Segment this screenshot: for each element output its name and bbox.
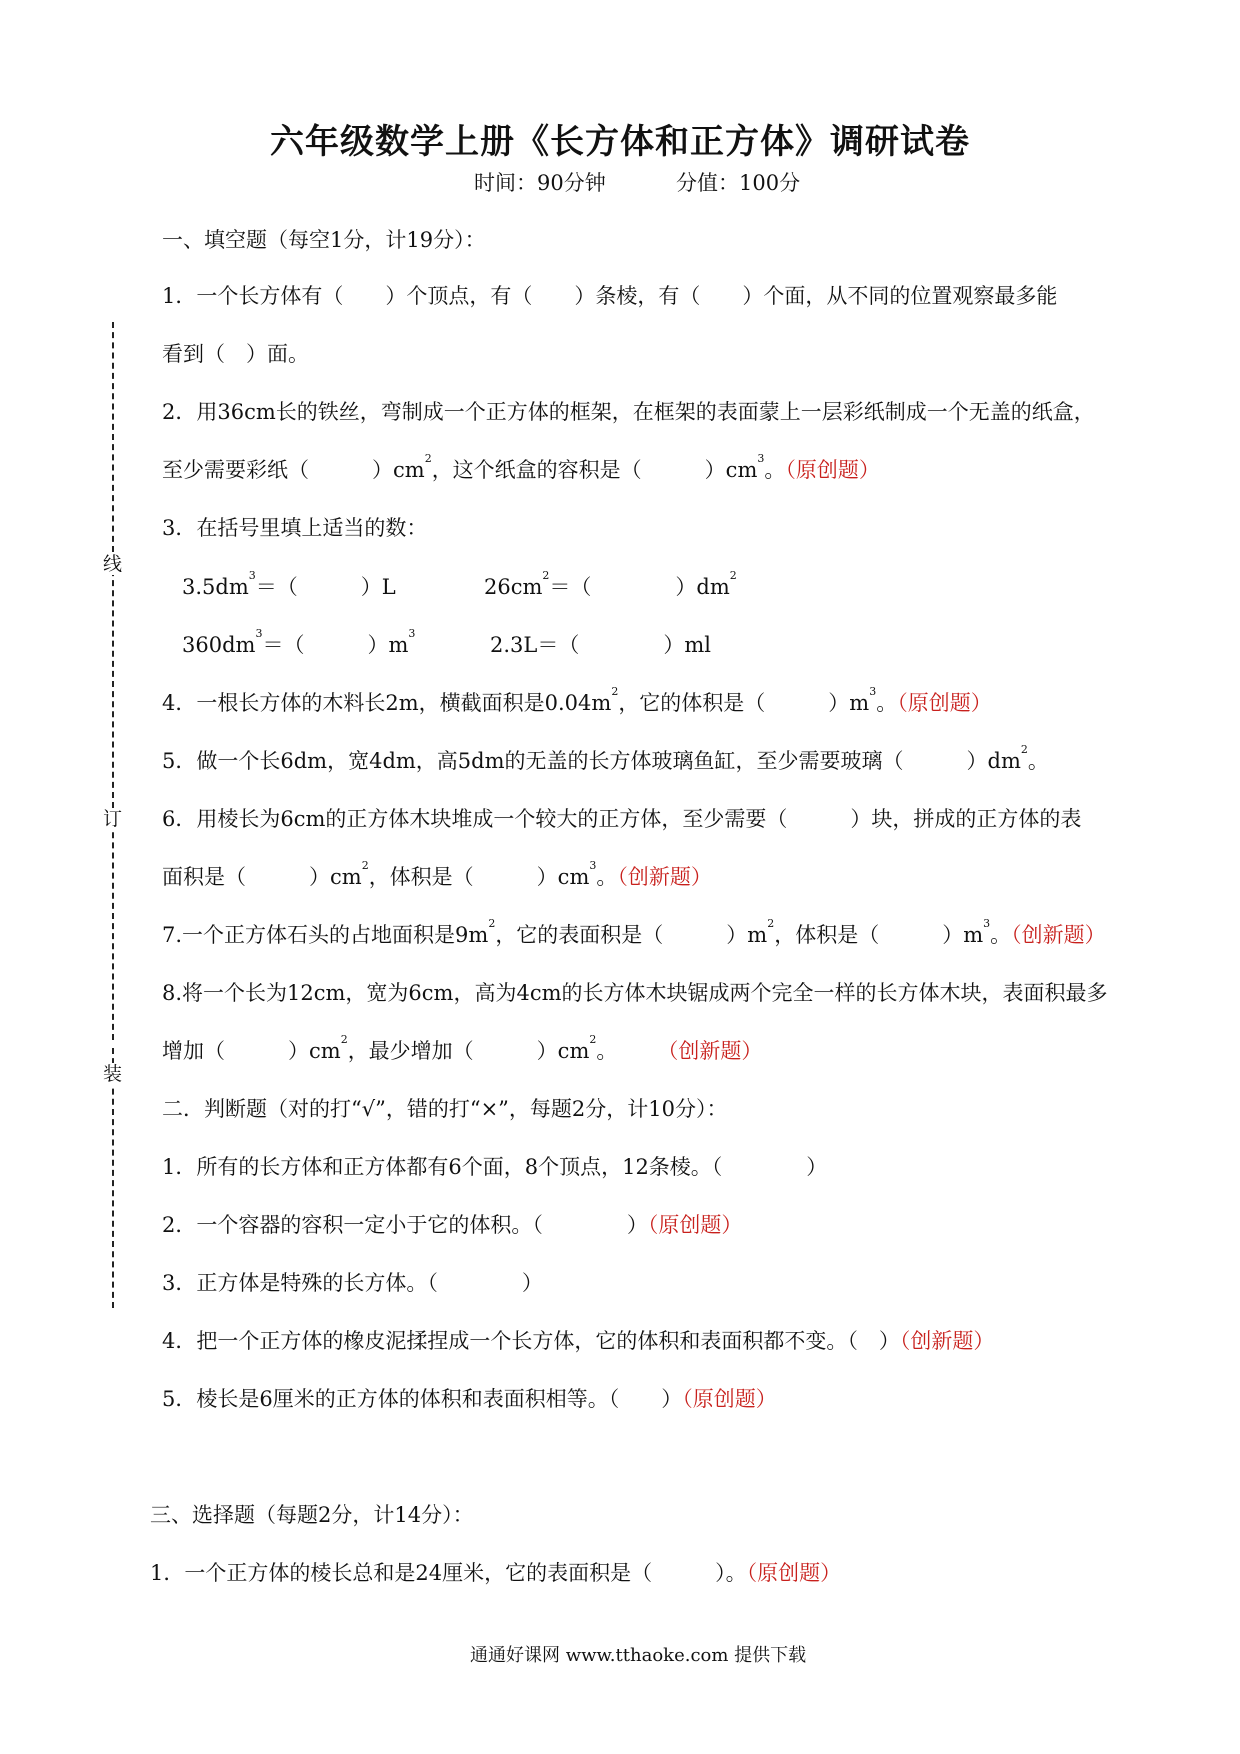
question-1-3: 3．在括号里填上适当的数： <box>162 516 428 540</box>
page-footer: 通通好课网 www.tthaoke.com 提供下载 <box>470 1645 807 1666</box>
binding-label-zhuang: 装 <box>103 1063 123 1085</box>
question-2-5: 5．棱长是6厘米的正方体的体积和表面积相等。（ ）（原创题） <box>162 1387 777 1411</box>
q3-item-1: $3.5dm^3=$（ ）L <box>182 569 396 599</box>
question-1-6a: 6．用棱长为6cm的正方体木块堆成一个较大的正方体，至少需要（ ）块，拼成的正方体的表 <box>162 807 1082 831</box>
exam-score: 分值：100分 <box>676 171 801 195</box>
tag-original: （原创题） <box>682 1387 777 1411</box>
question-1-1a: 1．一个长方体有（ ）个顶点，有（ ）条棱，有（ ）个面，从不同的位置观察最多能 <box>162 284 1058 308</box>
question-1-7: 7.一个正方体石头的占地面积是$9m^2$，它的表面积是（ ）$m^2$，体积是（ ）$m^3$。（创新题） <box>162 917 1106 947</box>
question-1-2b: 至少需要彩纸（ ）$cm^2$，这个纸盒的容积是（ ）$cm^3$。（原创题） <box>162 452 880 482</box>
tag-innovative: （创新题） <box>899 1329 995 1353</box>
question-2-4: 4．把一个正方体的橡皮泥揉捏成一个长方体，它的体积和表面积都不变。（ ）（创新题） <box>162 1329 995 1353</box>
question-3-1: 1．一个正方体的棱长总和是24厘米，它的表面积是（ ）。（原创题） <box>150 1561 842 1585</box>
question-1-5: 5．做一个长6dm，宽4dm，高5dm的无盖的长方体玻璃鱼缸，至少需要玻璃（ ）$dm^2$。 <box>162 743 1049 773</box>
question-1-8b: 增加（ ）$cm^2$，最少增加（ ）$cm^2$。 （创新题） <box>162 1033 763 1063</box>
tag-innovative: （创新题） <box>617 865 712 889</box>
binding-line-middle <box>112 560 114 1040</box>
binding-label-ding: 订 <box>103 808 123 830</box>
question-1-6b: 面积是（ ）$cm^2$，体积是（ ）$cm^3$。（创新题） <box>162 859 712 889</box>
q3-item-3: $360dm^3=$（ ）$m^3$ <box>182 627 416 657</box>
question-1-1b: 看到（ ）面。 <box>162 342 309 366</box>
question-2-3: 3．正方体是特殊的长方体。（ ） <box>162 1271 543 1295</box>
tag-original: （原创题） <box>785 458 880 482</box>
q3-item-2: $26cm^2=$（ ）$dm^2$ <box>484 569 737 599</box>
section1-heading: 一、填空题（每空1分，计19分）： <box>162 228 486 252</box>
tag-original: （原创题） <box>746 1561 842 1585</box>
question-1-4: 4．一根长方体的木料长2m，横截面积是$0.04m^2$，它的体积是（ ）$m^3$。（原创题） <box>162 685 992 715</box>
binding-line-top <box>112 322 114 552</box>
tag-original: （原创题） <box>647 1213 743 1237</box>
page-title: 六年级数学上册《长方体和正方体》调研试卷 <box>270 122 970 162</box>
section2-heading: 二．判断题（对的打“√”，错的打“×”，每题2分，计10分）： <box>162 1097 728 1121</box>
question-2-1: 1．所有的长方体和正方体都有6个面，8个顶点，12条棱。（ ） <box>162 1155 828 1179</box>
question-1-2a: 2．用36cm长的铁丝，弯制成一个正方体的框架，在框架的表面蒙上一层彩纸制成一个无盖的纸盒， <box>162 400 1095 424</box>
tag-innovative: （创新题） <box>1011 923 1106 947</box>
exam-time: 时间：90分钟 <box>474 171 606 195</box>
binding-line-bottom <box>112 1048 114 1308</box>
binding-label-xian: 线 <box>103 553 123 575</box>
question-1-8a: 8.将一个长为12cm，宽为6cm，高为4cm的长方体木块锯成两个完全一样的长方体木块，表面积最多 <box>162 981 1108 1005</box>
question-2-2: 2．一个容器的容积一定小于它的体积。（ ）（原创题） <box>162 1213 743 1237</box>
q3-item-4: 2.3L＝（ ）ml <box>490 633 711 657</box>
tag-original: （原创题） <box>897 691 992 715</box>
section3-heading: 三、选择题（每题2分，计14分）： <box>150 1503 474 1527</box>
tag-innovative: （创新题） <box>657 1039 763 1063</box>
